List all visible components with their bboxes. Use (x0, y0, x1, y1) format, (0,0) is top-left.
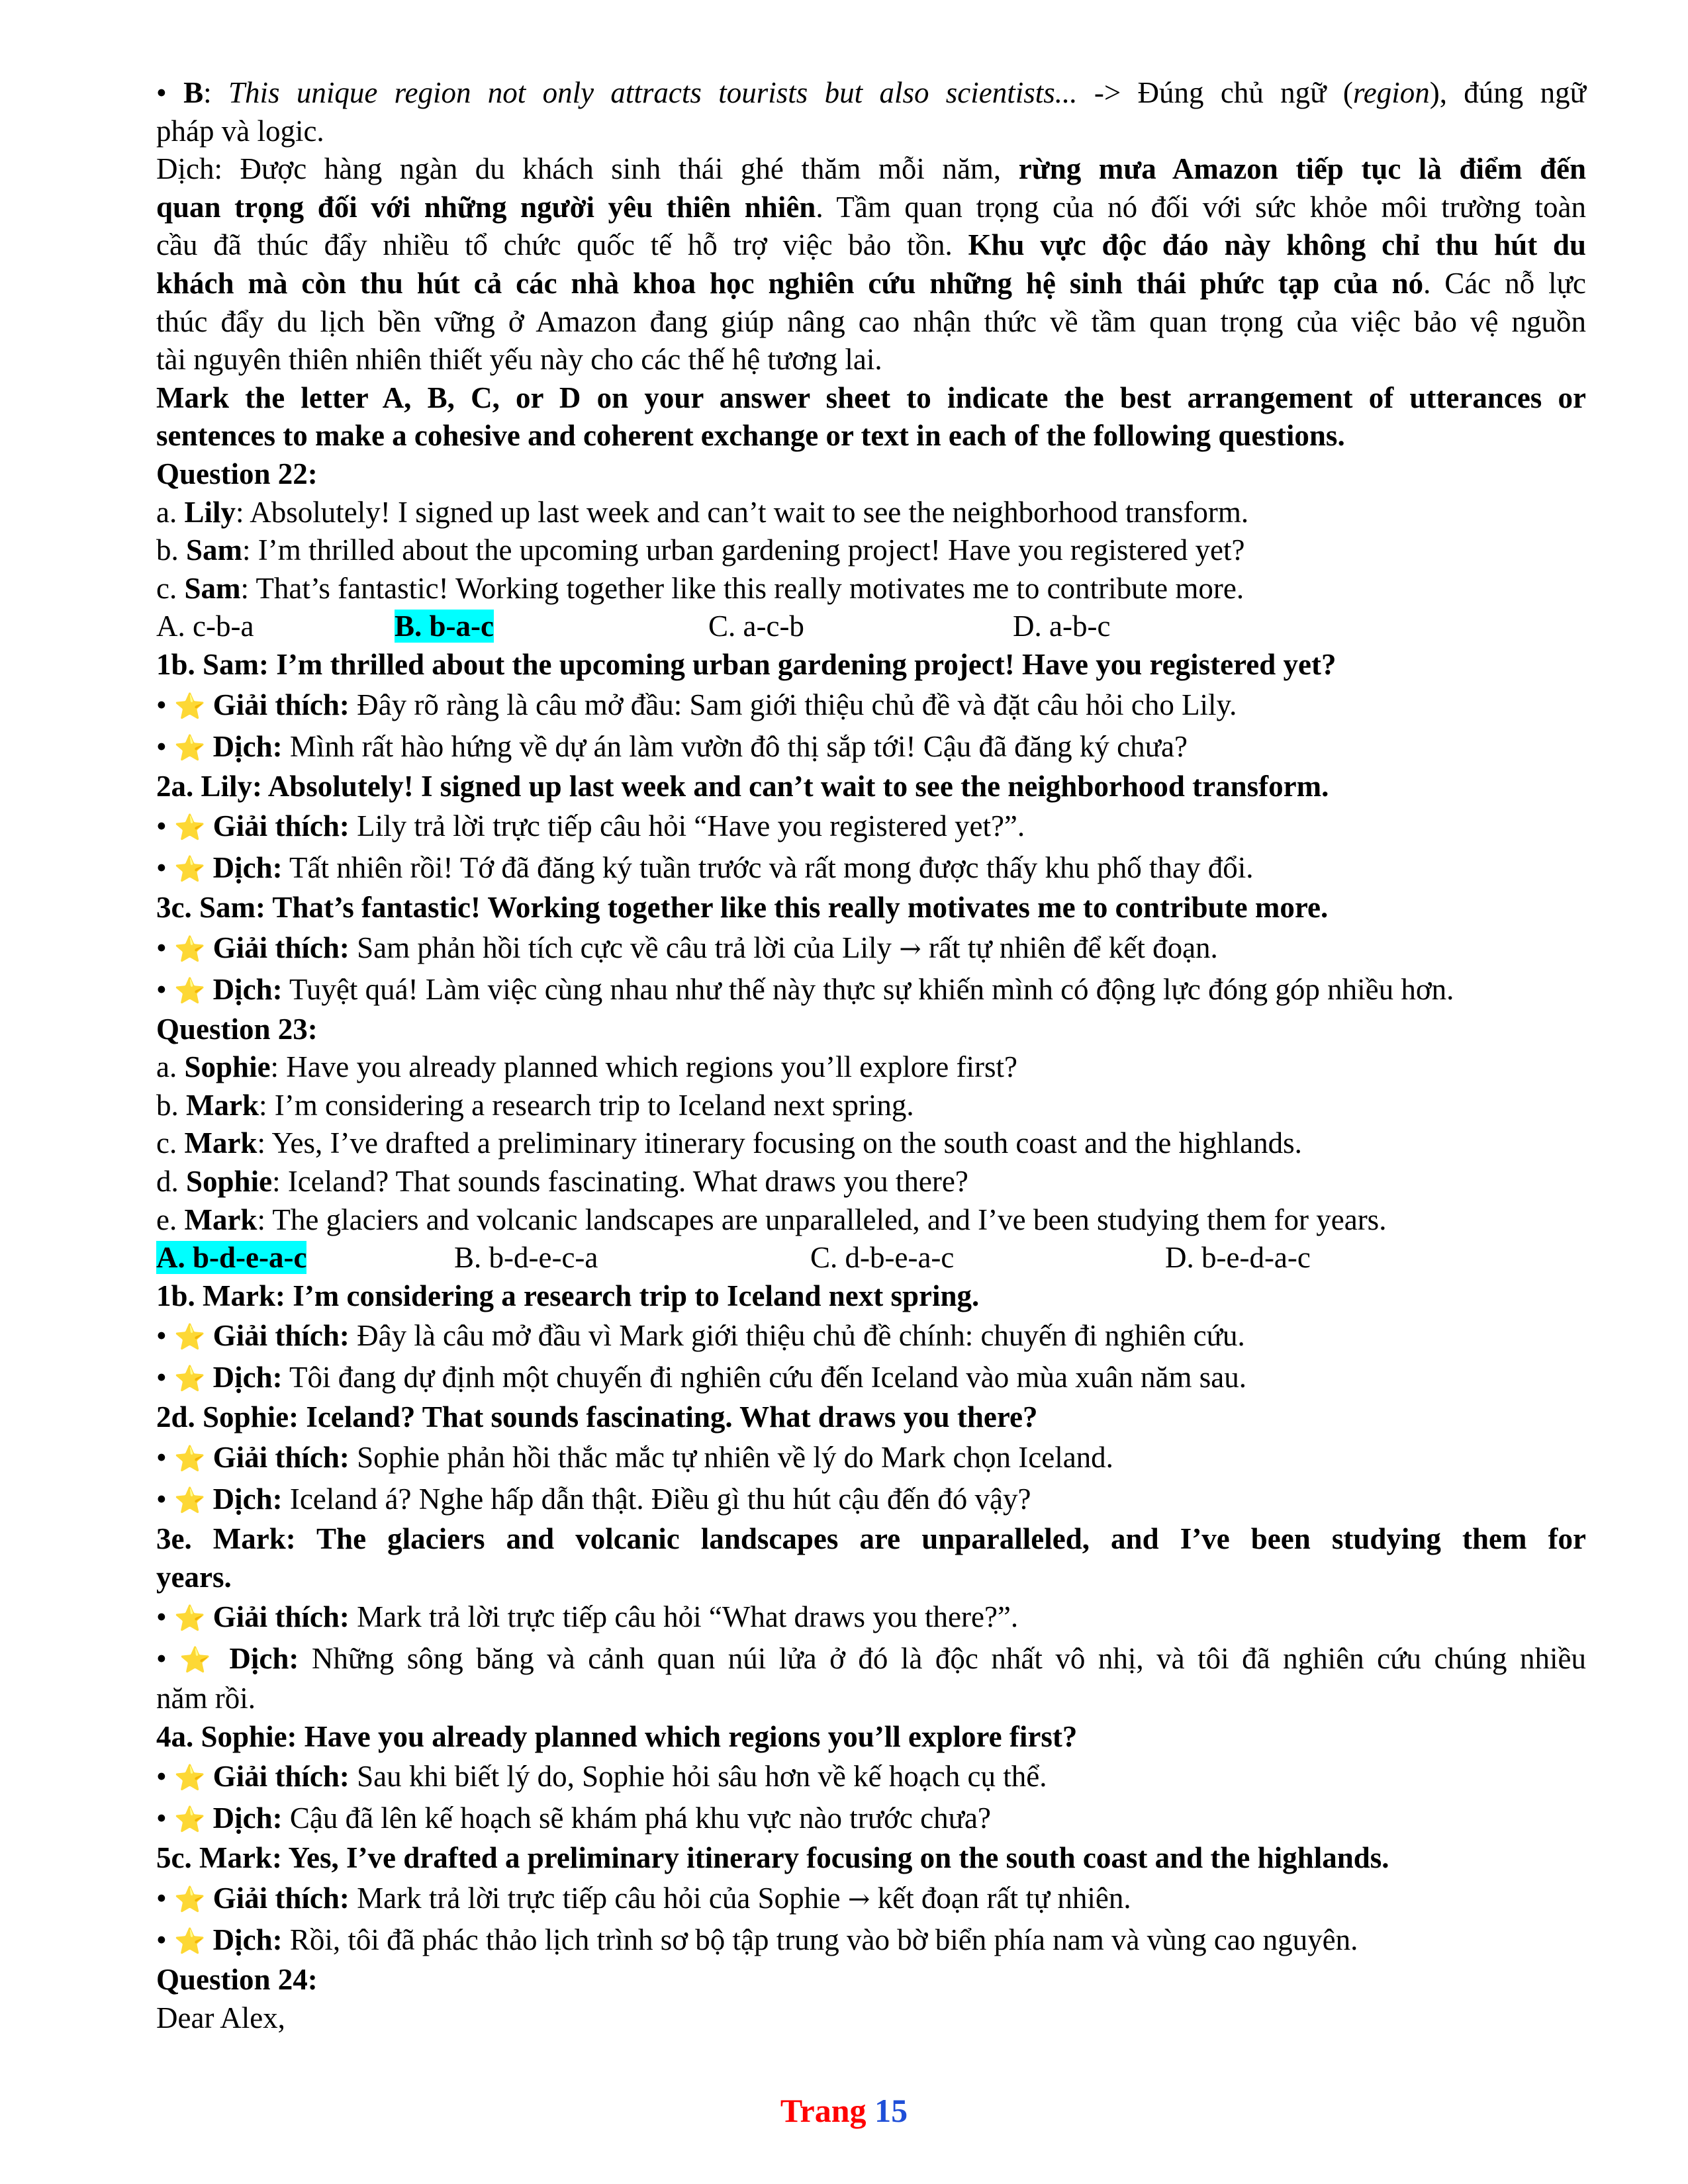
q22-utterance-c: c. Sam: That’s fantastic! Working together like this really motivates me to contribute more. (156, 571, 1244, 605)
translation-line: quan trọng đối với những người yêu thiên nhiên. Tầm quan trọng của nó đối với sức khỏe môi trường toàn (156, 190, 1586, 224)
option-b: B. b-d-e-c-a (454, 1241, 598, 1275)
q22-step-1-explain: • ⭐ Giải thích: Đây rõ ràng là câu mở đầu: Sam giới thiệu chủ đề và đặt câu hỏi cho Lily. (156, 688, 1237, 721)
question-22-title: Question 22: (156, 457, 318, 490)
star-icon: ⭐ (174, 1486, 206, 1516)
option-d: D. b-e-d-a-c (1165, 1241, 1311, 1275)
q23-step-3-translate: • ⭐ Dịch: Những sông băng và cảnh quan núi lửa ở đó là độc nhất vô nhị, và tôi đã nghiên cứu chúng nhiều (156, 1642, 1586, 1676)
star-icon: ⭐ (174, 1364, 206, 1394)
question-23-title: Question 23: (156, 1012, 318, 1046)
option-d: D. a-b-c (1013, 610, 1111, 643)
q23-step-4: 4a. Sophie: Have you already planned which regions you’ll explore first? (156, 1719, 1078, 1753)
answer-quote: This unique region not only attracts tourists but also scientists... (228, 76, 1078, 109)
q23-options (156, 1239, 1586, 1277)
star-icon: ⭐ (174, 1322, 206, 1352)
star-icon: ⭐ (174, 1604, 206, 1633)
page-number: Trang 15 (780, 2092, 908, 2129)
star-icon: ⭐ (174, 813, 206, 842)
star-icon: ⭐ (174, 1763, 206, 1793)
q23-step-5-explain: • ⭐ Giải thích: Mark trả lời trực tiếp câu hỏi của Sophie → kết đoạn rất tự nhiên. (156, 1882, 1131, 1915)
letter-greeting: Dear Alex, (156, 2001, 285, 2034)
q23-step-5-translate: • ⭐ Dịch: Rồi, tôi đã phác thảo lịch trình sơ bộ tập trung vào bờ biển phía nam và vùng cao nguyên. (156, 1923, 1358, 1956)
star-icon: ⭐ (174, 1927, 206, 1956)
answer-b-explanation: • B: This unique region not only attracts tourists but also scientists... -> Đúng chủ ngữ (region), đúng ngữ (156, 76, 1586, 109)
q23-step-3-cont: years. (156, 1560, 232, 1594)
translation-line: cầu đã thúc đẩy nhiều tổ chức quốc tế hỗ trợ việc bảo tồn. Khu vực độc đáo này không chỉ thu hút du (156, 228, 1586, 262)
q23-step-3: 3e. Mark: The glaciers and volcanic landscapes are unparalleled, and I’ve been studying them for (156, 1522, 1586, 1556)
instruction-line: Mark the letter A, B, C, or D on your answer sheet to indicate the best arrangement of utterances or (156, 381, 1586, 414)
q23-step-1-explain: • ⭐ Giải thích: Đây là câu mở đầu vì Mark giới thiệu chủ đề chính: chuyến đi nghiên cứu. (156, 1319, 1245, 1353)
q23-step-5: 5c. Mark: Yes, I’ve drafted a preliminary itinerary focusing on the south coast and the highlands. (156, 1841, 1389, 1875)
arrow-right-icon: → (847, 1884, 870, 1915)
document-page (156, 74, 1586, 2037)
q23-step-4-translate: • ⭐ Dịch: Cậu đã lên kế hoạch sẽ khám phá khu vực nào trước chưa? (156, 1801, 991, 1835)
option-c: C. d-b-e-a-c (810, 1241, 955, 1275)
q22-step-1: 1b. Sam: I’m thrilled about the upcoming urban gardening project! Have you registered yet? (156, 647, 1336, 681)
translation-line: khách mà còn thu hút cả các nhà khoa học nghiên cứu những hệ sinh thái phức tạp của nó. Các nỗ lực (156, 266, 1586, 300)
star-icon: ⭐ (174, 1805, 206, 1835)
arrow-right-icon: → (899, 933, 921, 964)
q22-step-2: 2a. Lily: Absolutely! I signed up last week and can’t wait to see the neighborhood transform. (156, 769, 1329, 803)
option-a: A. c-b-a (156, 610, 254, 643)
star-icon: ⭐ (174, 934, 206, 964)
q22-utterance-b: b. Sam: I’m thrilled about the upcoming urban gardening project! Have you registered yet? (156, 533, 1245, 567)
q23-step-3-explain: • ⭐ Giải thích: Mark trả lời trực tiếp câu hỏi “What draws you there?”. (156, 1600, 1019, 1634)
q23-utterance-d: d. Sophie: Iceland? That sounds fascinating. What draws you there? (156, 1165, 968, 1199)
q23-utterance-e: e. Mark: The glaciers and volcanic landscapes are unparalleled, and I’ve been studying them for years. (156, 1203, 1387, 1236)
star-icon: ⭐ (174, 691, 206, 721)
star-icon: ⭐ (174, 1885, 206, 1914)
q23-step-1: 1b. Mark: I’m considering a research trip to Iceland next spring. (156, 1279, 980, 1312)
q22-step-1-translate: • ⭐ Dịch: Mình rất hào hứng về dự án làm vườn đô thị sắp tới! Cậu đã đăng ký chưa? (156, 729, 1188, 763)
q22-step-2-explain: • ⭐ Giải thích: Lily trả lời trực tiếp câu hỏi “Have you registered yet?”. (156, 809, 1025, 843)
star-icon: ⭐ (174, 733, 206, 762)
star-icon: ⭐ (174, 976, 206, 1005)
q23-utterance-c: c. Mark: Yes, I’ve drafted a preliminary itinerary focusing on the south coast and the highlands. (156, 1126, 1302, 1160)
option-c: C. a-c-b (708, 610, 804, 643)
q22-step-3-translate: • ⭐ Dịch: Tuyệt quá! Làm việc cùng nhau như thế này thực sự khiến mình có động lực đóng góp nhiều hơn. (156, 972, 1454, 1006)
q23-step-2: 2d. Sophie: Iceland? That sounds fascinating. What draws you there? (156, 1400, 1038, 1434)
option-a-correct: A. b-d-e-a-c (156, 1241, 307, 1275)
q22-utterance-a: a. Lily: Absolutely! I signed up last week and can’t wait to see the neighborhood transform. (156, 495, 1249, 529)
q22-options (156, 608, 1586, 646)
star-icon: ⭐ (174, 1444, 206, 1474)
answer-b-explanation-cont: pháp và logic. (156, 114, 324, 148)
q23-step-3-translate-cont: năm rồi. (156, 1682, 256, 1715)
option-b-correct: B. b-a-c (395, 610, 494, 643)
translation-line: tài nguyên thiên nhiên thiết yếu này cho các thế hệ tương lai. (156, 343, 882, 377)
star-icon: ⭐ (179, 1645, 216, 1675)
q23-utterance-b: b. Mark: I’m considering a research trip to Iceland next spring. (156, 1088, 914, 1122)
answer-letter: B (183, 76, 204, 109)
q22-step-3: 3c. Sam: That’s fantastic! Working together like this really motivates me to contribute more. (156, 891, 1329, 925)
q22-step-3-explain: • ⭐ Giải thích: Sam phản hồi tích cực về câu trả lời của Lily → rất tự nhiên để kết đoạn. (156, 931, 1218, 964)
q23-step-1-translate: • ⭐ Dịch: Tôi đang dự định một chuyến đi nghiên cứu đến Iceland vào mùa xuân năm sau. (156, 1361, 1246, 1394)
q23-step-2-explain: • ⭐ Giải thích: Sophie phản hồi thắc mắc tự nhiên về lý do Mark chọn Iceland. (156, 1441, 1113, 1475)
q22-step-2-translate: • ⭐ Dịch: Tất nhiên rồi! Tớ đã đăng ký tuần trước và rất mong được thấy khu phố thay đổi. (156, 851, 1254, 885)
translation-line: thúc đẩy du lịch bền vững ở Amazon đang giúp nâng cao nhận thức về tầm quan trọng của việc bảo vệ nguồn (156, 304, 1586, 338)
q23-step-4-explain: • ⭐ Giải thích: Sau khi biết lý do, Sophie hỏi sâu hơn về kế hoạch cụ thể. (156, 1760, 1047, 1794)
q23-utterance-a: a. Sophie: Have you already planned which regions you’ll explore first? (156, 1050, 1017, 1084)
star-icon: ⭐ (174, 854, 206, 884)
q23-step-2-translate: • ⭐ Dịch: Iceland á? Nghe hấp dẫn thật. Điều gì thu hút cậu đến đó vậy? (156, 1482, 1031, 1516)
question-24-title: Question 24: (156, 1963, 318, 1996)
translation-line: Dịch: Được hàng ngàn du khách sinh thái ghé thăm mỗi năm, rừng mưa Amazon tiếp tục là điểm đến (156, 152, 1587, 186)
instruction-line: sentences to make a cohesive and coherent exchange or text in each of the following questions. (156, 419, 1345, 453)
